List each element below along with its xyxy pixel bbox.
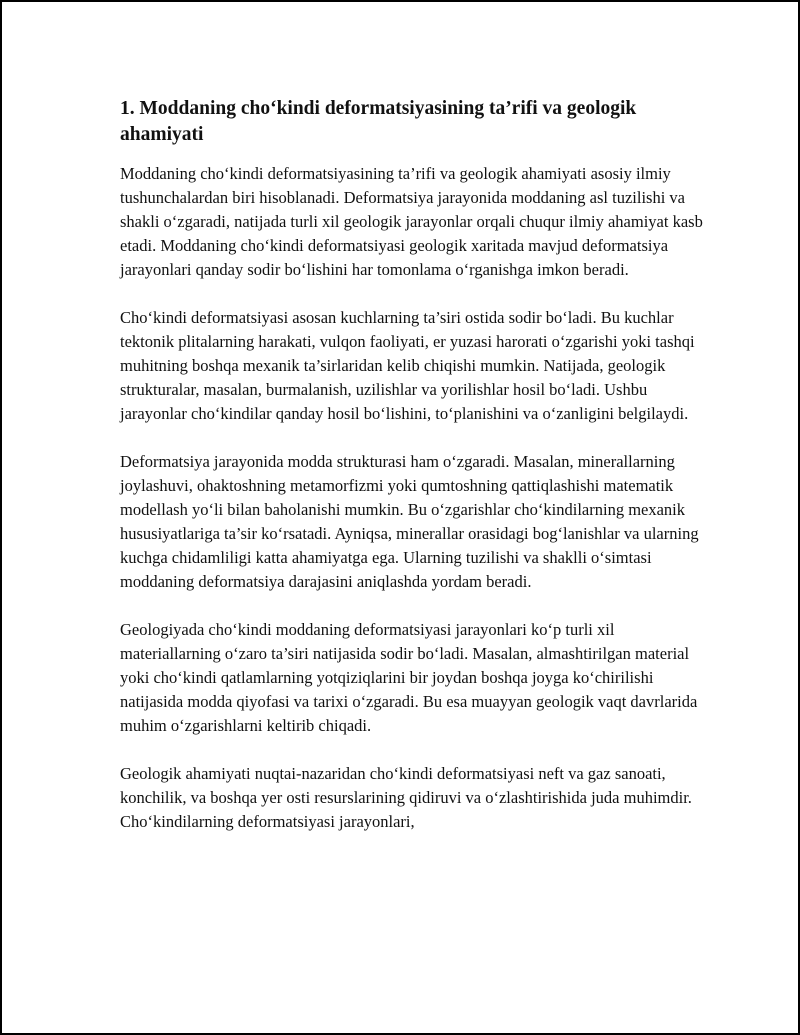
paragraph: Deformatsiya jarayonida modda strukturasi ham o‘zgaradi. Masalan, minerallarning joylashuvi, ohaktoshning metamorfizmi yoki qumtoshning qattiqlashishi matematik modellash yo‘li bilan baholanishi mumkin. Bu o‘zgarishlar cho‘kindilarning mexanik hususiyatlariga ta’sir ko‘rsatadi. Ayniqsa, minerallar orasidagi bog‘lanishlar va ularning kuchga chidamliligi katta ahamiyatga ega. Ularning tuzilishi va shaklli o‘simtasi moddaning deformatsiya darajasini aniqlashda yordam beradi. [120, 452, 699, 591]
paragraph: Geologiyada cho‘kindi moddaning deformatsiyasi jarayonlari ko‘p turli xil materiallarning o‘zaro ta’siri natijasida sodir bo‘ladi. Masalan, almashtirilgan material yoki cho‘kindi qatlamlarning yotqiziqlarini bir joydan boshqa joyga ko‘chirilishi natijasida modda qiyofasi va tarixi o‘zgaradi. Bu esa muayyan geologik vaqt davrlarida muhim o‘zgarishlarni keltirib chiqadi. [120, 620, 698, 735]
paragraph: Cho‘kindi deformatsiyasi asosan kuchlarning ta’siri ostida sodir bo‘ladi. Bu kuchlar tektonik plitalarning harakati, vulqon faoliyati, er yuzasi harorati o‘zgarishi yoki tashqi muhitning boshqa mexanik ta’sirlaridan kelib chiqishi mumkin. Natijada, geologik strukturalar, masalan, burmalanish, uzilishlar va yorilishlar hosil bo‘ladi. Ushbu jarayonlar cho‘kindilar qanday hosil bo‘lishini, to‘planishini va o‘zanligini belgilaydi. [120, 308, 695, 423]
document-body [120, 96, 710, 858]
section-heading: 1. Moddaning cho‘kindi deformatsiyasining ta’rifi va geologik ahamiyati [120, 98, 637, 145]
paragraph: Geologik ahamiyati nuqtai-nazaridan cho‘kindi deformatsiyasi neft va gaz sanoati, konchilik, va boshqa yer osti resurslarining qidiruvi va o‘zlashtirishida juda muhimdir. Cho‘kindilarning deformatsiyasi jarayonlari, [120, 764, 692, 831]
paragraph: Moddaning cho‘kindi deformatsiyasining ta’rifi va geologik ahamiyati asosiy ilmiy tushunchalardan biri hisoblanadi. Deformatsiya jarayonida moddaning asl tuzilishi va shakli o‘zgaradi, natijada turli xil geologik jarayonlar orqali chuqur ilmiy ahamiyat kasb etadi. Moddaning cho‘kindi deformatsiyasi geologik xaritada mavjud deformatsiya jarayonlari qanday sodir bo‘lishini har tomonlama o‘rganishga imkon beradi. [120, 164, 703, 279]
